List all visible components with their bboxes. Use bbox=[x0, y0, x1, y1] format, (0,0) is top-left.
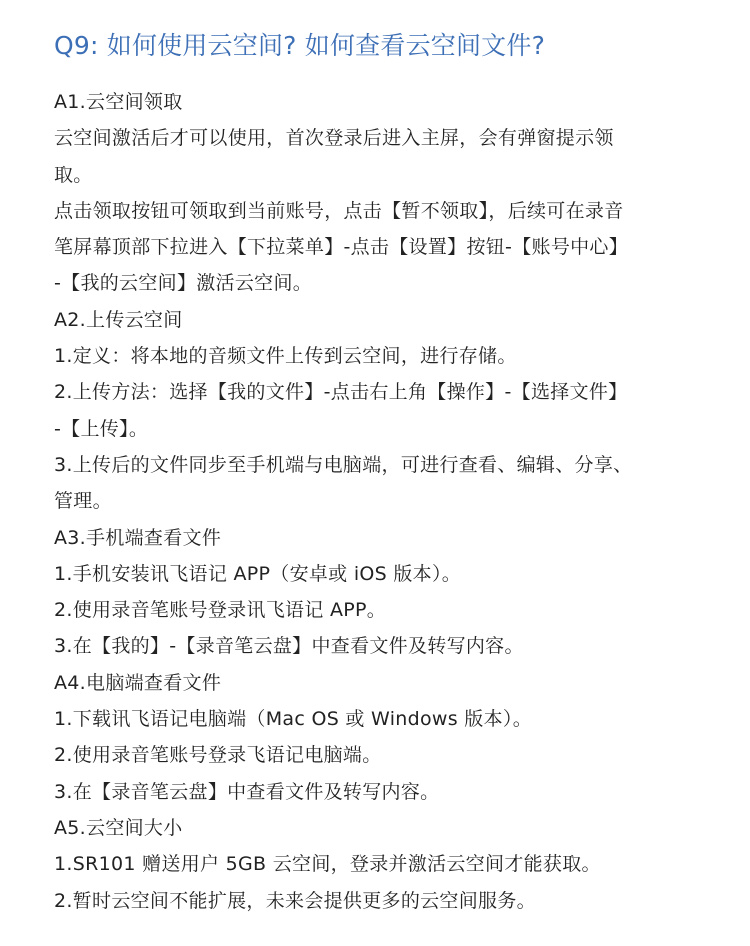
answer-line: -【我的云空间】激活云空间。 bbox=[54, 272, 313, 295]
answer-line: 点击领取按钮可领取到当前账号，点击【暂不领取】，后续可在录音 bbox=[54, 199, 624, 222]
section-heading-a3: A3.手机端查看文件 bbox=[54, 526, 222, 549]
answer-line: 2.使用录音笔账号登录飞语记电脑端。 bbox=[54, 744, 382, 767]
answer-line: 1.SR101 赠送用户 5GB 云空间，登录并激活云空间才能获取。 bbox=[54, 853, 601, 876]
section-heading-a1: A1.云空间领取 bbox=[54, 91, 183, 113]
answer-line: 1.下载讯飞语记电脑端（Mac OS 或 Windows 版本）。 bbox=[54, 708, 532, 731]
faq-question-title: Q9: 如何使用云空间? 如何查看云空间文件? bbox=[54, 31, 546, 60]
answer-line: 3.在【录音笔云盘】中查看文件及转写内容。 bbox=[54, 780, 440, 803]
answer-line: 取。 bbox=[54, 163, 93, 186]
answer-line: 2.使用录音笔账号登录讯飞语记 APP。 bbox=[54, 599, 387, 622]
answer-line: 2.暂时云空间不能扩展，未来会提供更多的云空间服务。 bbox=[54, 889, 536, 912]
answer-line: -【上传】。 bbox=[54, 417, 149, 440]
answer-line: 管理。 bbox=[54, 490, 112, 513]
answer-line: 2.上传方法：选择【我的文件】-点击右上角【操作】-【选择文件】 bbox=[54, 381, 628, 404]
answer-line: 笔屏幕顶部下拉进入【下拉菜单】-点击【设置】按钮-【账号中心】 bbox=[54, 236, 629, 259]
answer-line: 3.上传后的文件同步至手机端与电脑端，可进行查看、编辑、分享、 bbox=[54, 453, 633, 476]
answer-line: 3.在【我的】-【录音笔云盘】中查看文件及转写内容。 bbox=[54, 635, 524, 658]
answer-line: 云空间激活后才可以使用，首次登录后进入主屏，会有弹窗提示领 bbox=[54, 127, 614, 150]
section-heading-a5: A5.云空间大小 bbox=[54, 816, 183, 839]
answer-line: 1.定义：将本地的音频文件上传到云空间，进行存储。 bbox=[54, 345, 517, 368]
answer-line: 1.手机安装讯飞语记 APP（安卓或 iOS 版本）。 bbox=[54, 562, 462, 585]
faq-answer-body bbox=[54, 84, 710, 919]
section-heading-a4: A4.电脑端查看文件 bbox=[54, 671, 222, 694]
section-heading-a2: A2.上传云空间 bbox=[54, 308, 183, 331]
